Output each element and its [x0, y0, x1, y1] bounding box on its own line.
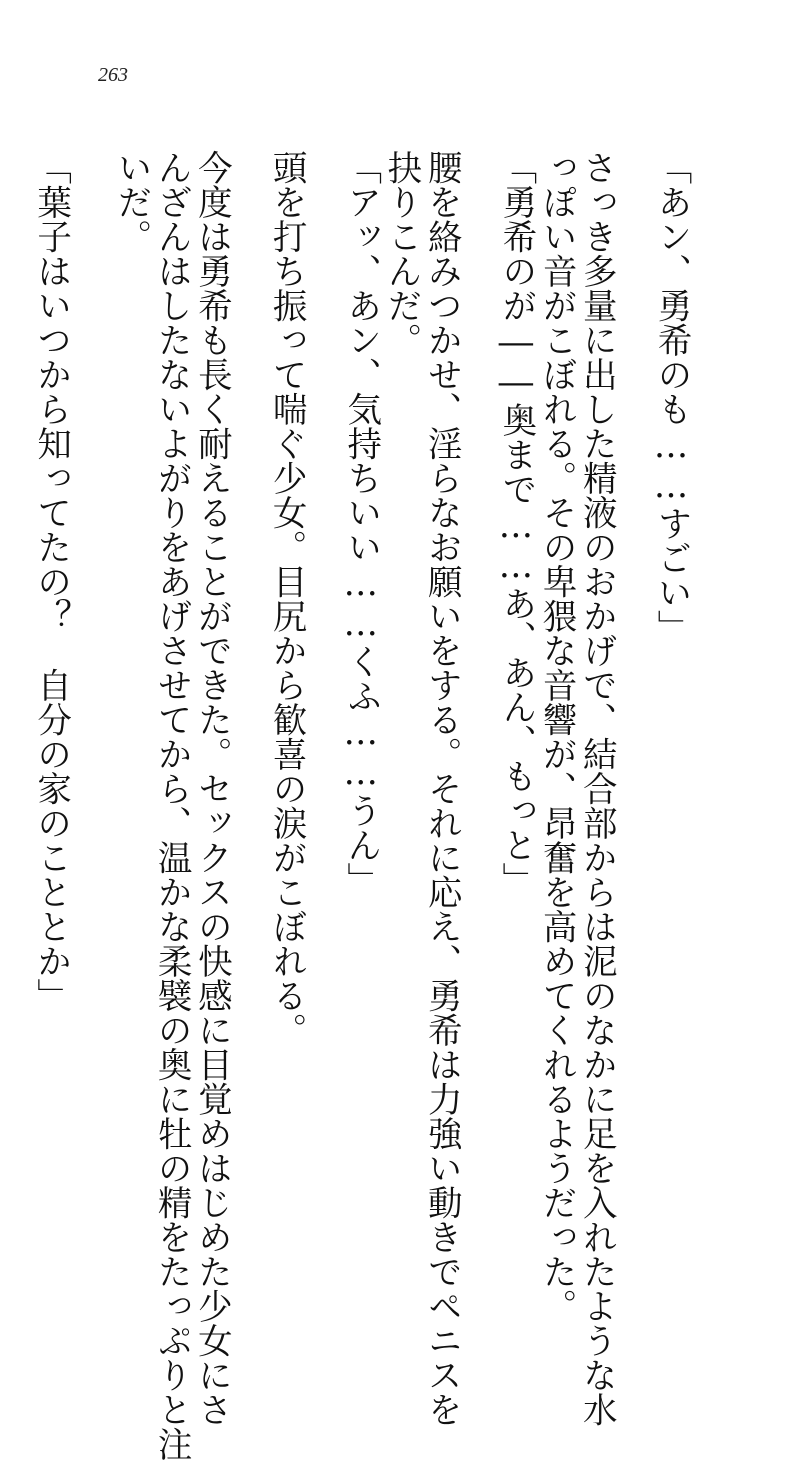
text-line: っぽい音がこぼれる。その卑猥な音響が、昂奮を高めてくれるようだった。 — [536, 150, 577, 1323]
text-line: 頭を打ち振って喘ぐ少女。目尻から歓喜の涙がこぼれる。 — [266, 150, 307, 1047]
text-line: いだ。 — [110, 150, 151, 254]
blank-line — [71, 150, 111, 1150]
text-line: 今度は勇希も長く耐えることができた。セックスの快感に目覚めはじめた少女にさ — [191, 150, 232, 1427]
text-line: 「アッ、あン、気持ちいい……くふ……うん」 — [340, 150, 381, 897]
page-number: 263 — [98, 64, 128, 86]
text-line: 「葉子はいつから知ってたの？ 自分の家のこととか」 — [30, 150, 71, 1013]
body-text — [0, 150, 691, 1461]
text-line: んざんはしたないよがりをあげさせてから、温かな柔襞の奥に牡の精をたっぷりと注 — [151, 150, 192, 1461]
text-line: 「あン、勇希のも……すごい」 — [651, 150, 691, 644]
text-line: 腰を絡みつかせ、淫らなお願いをする。それに応え、勇希は力強い動きでペニスを — [421, 150, 462, 1427]
text-line: さっき多量に出した精液のおかげで、結合部からは泥のなかに足を入れたような水 — [576, 150, 617, 1427]
text-line: 抉りこんだ。 — [380, 150, 421, 357]
text-line — [0, 150, 30, 1150]
text-line: 「勇希のが――奥まで……あ、あん、もっと」 — [495, 150, 536, 897]
